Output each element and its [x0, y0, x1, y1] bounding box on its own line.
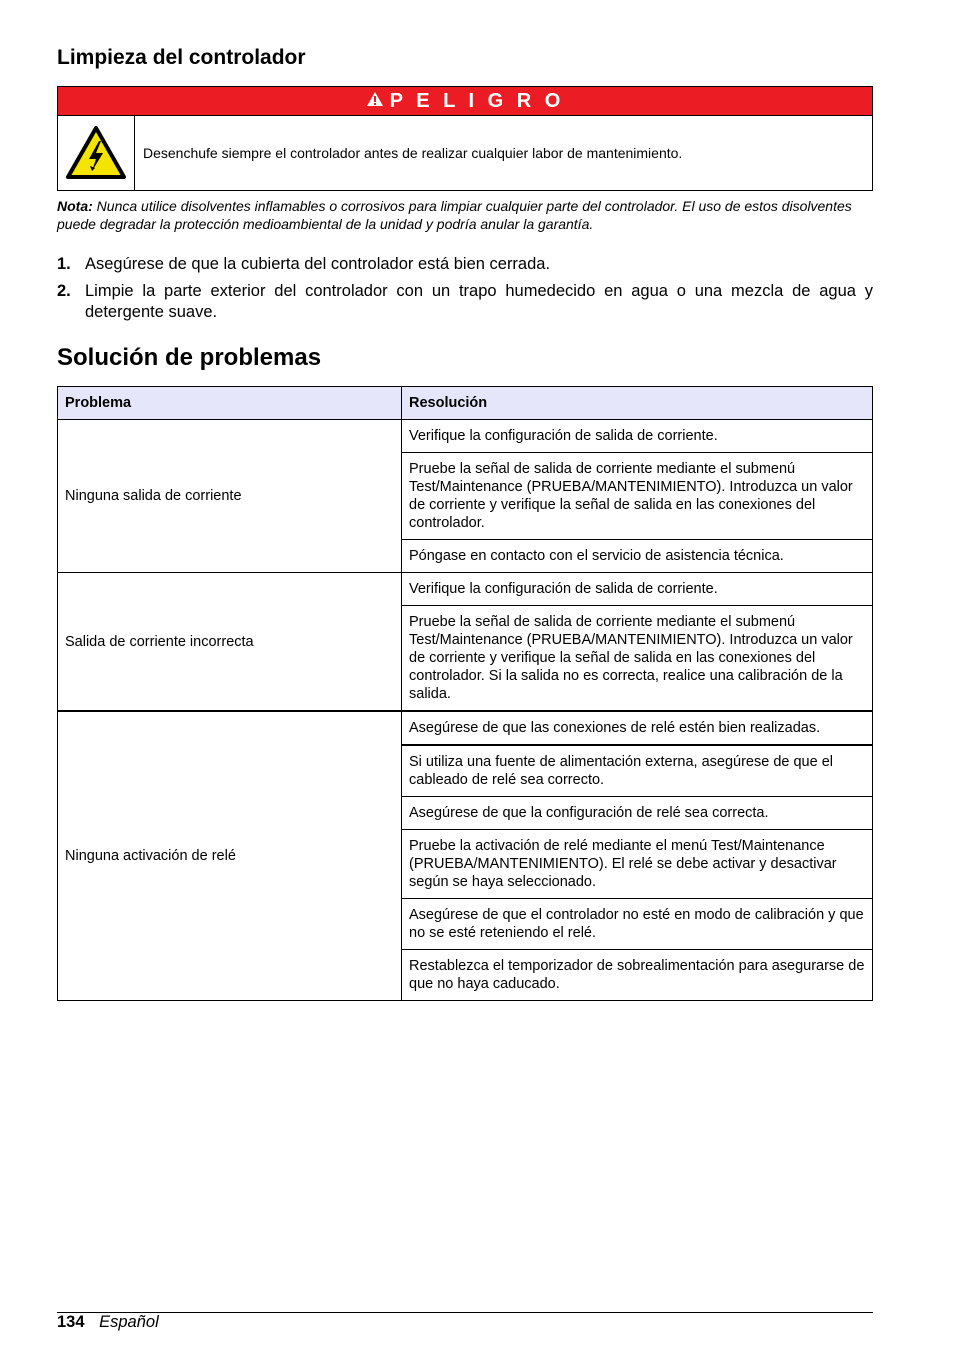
danger-header [58, 87, 872, 116]
resolution-cell: Asegúrese de que la configuración de relé sea correcta. [402, 797, 873, 830]
step-number: 2. [57, 282, 71, 300]
step-number: 1. [57, 255, 71, 273]
troubleshooting-table [57, 386, 873, 1001]
problem-cell: Ninguna salida de corriente [58, 420, 402, 573]
danger-box [57, 86, 873, 191]
header-problem: Problema [58, 387, 402, 420]
step-text: Limpie la parte exterior del controlador con un trapo humedecido en agua o una mezcla de agua y detergente suave. [85, 282, 873, 321]
note [57, 197, 873, 233]
footer-divider [57, 1312, 873, 1313]
page-number: 134 [57, 1313, 85, 1331]
danger-label: P E L I G R O [389, 89, 565, 112]
resolution-cell: Asegúrese de que el controlador no esté en modo de calibración y que no se esté reteniendo el relé. [402, 899, 873, 950]
table-header-row [58, 387, 873, 420]
note-text: Nunca utilice disolventes inflamables o corrosivos para limpiar cualquier parte del controlador. El uso de estos disolventes puede degradar la protección medioambiental de la unidad y podría anular la garantía. [57, 198, 852, 232]
header-resolution: Resolución [402, 387, 873, 420]
step [57, 254, 873, 275]
resolution-cell: Verifique la configuración de salida de corriente. [402, 573, 873, 606]
footer-language: Español [99, 1313, 159, 1331]
resolution-cell: Verifique la configuración de salida de corriente. [402, 420, 873, 453]
troubleshooting-title: Solución de problemas [57, 344, 322, 371]
resolution-cell: Restablezca el temporizador de sobrealimentación para asegurarse de que no haya caducado. [402, 950, 873, 1001]
section-title: Limpieza del controlador [57, 46, 306, 69]
step [57, 281, 873, 323]
note-label: Nota: [57, 198, 93, 214]
resolution-cell: Pruebe la señal de salida de corriente mediante el submenú Test/Maintenance (PRUEBA/MANTENIMIENTO). Introduzca un valor de corriente y verifique la señal de salida en las conexiones del controlador. Si la salida no es correcta, realice una calibración de la salida. [402, 606, 873, 712]
problem-cell: Ninguna activación de relé [58, 711, 402, 1001]
electrical-hazard-icon [58, 116, 135, 190]
cleaning-steps [57, 254, 873, 329]
danger-message: Desenchufe siempre el controlador antes de realizar cualquier labor de mantenimiento. [143, 145, 683, 161]
step-text: Asegúrese de que la cubierta del controlador está bien cerrada. [85, 255, 551, 273]
problem-cell: Salida de corriente incorrecta [58, 573, 402, 712]
warning-triangle-icon [366, 90, 384, 113]
table-row [58, 573, 873, 606]
resolution-cell: Pruebe la activación de relé mediante el menú Test/Maintenance (PRUEBA/MANTENIMIENTO). El relé se debe activar y desactivar según se haya seleccionado. [402, 830, 873, 899]
resolution-cell: Pruebe la señal de salida de corriente mediante el submenú Test/Maintenance (PRUEBA/MANTENIMIENTO). Introduzca un valor de corriente y verifique la señal de salida en las conexiones del controlador. [402, 453, 873, 540]
resolution-cell: Póngase en contacto con el servicio de asistencia técnica. [402, 540, 873, 573]
resolution-cell: Asegúrese de que las conexiones de relé estén bien realizadas. [402, 711, 873, 745]
table-row [58, 711, 873, 745]
resolution-cell: Si utiliza una fuente de alimentación externa, asegúrese de que el cableado de relé sea correcto. [402, 745, 873, 797]
table-row [58, 420, 873, 453]
footer [57, 1313, 159, 1332]
